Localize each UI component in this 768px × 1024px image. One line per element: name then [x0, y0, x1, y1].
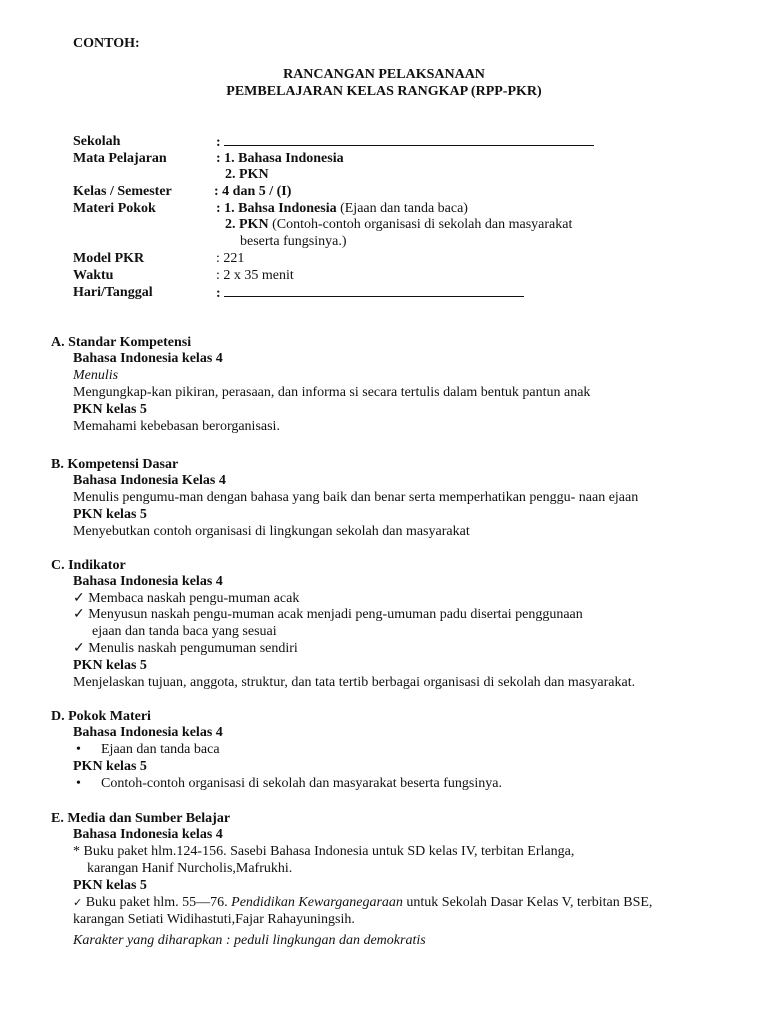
section-c-heading: C. Indikator [51, 558, 126, 573]
materi-item-2: Contoh-contoh organisasi di sekolah dan masyarakat beserta fungsinya. [101, 776, 502, 791]
hari-label: Hari/Tanggal [73, 285, 153, 300]
section-b-text1: Menulis pengumu-man dengan bahasa yang baik dan benar serta memperhatikan penggu- naan ejaan [73, 490, 639, 505]
bullet-icon: • [76, 742, 81, 757]
model-value: : 221 [216, 251, 245, 266]
section-a-italic1: Menulis [73, 368, 119, 383]
sekolah-blank-line [224, 133, 594, 146]
section-d-heading: D. Pokok Materi [51, 709, 151, 724]
waktu-value: : 2 x 35 menit [216, 268, 294, 283]
model-label: Model PKR [73, 251, 145, 266]
section-a-text1: Mengungkap-kan pikiran, perasaan, dan informa si secara tertulis dalam bentuk pantun anak [73, 385, 591, 400]
karakter-text: Karakter yang diharapkan : peduli lingkungan dan demokratis [73, 933, 426, 948]
section-b-heading: B. Kompetensi Dasar [51, 457, 179, 472]
indikator-item-2-cont: ejaan dan tanda baca yang sesuai [92, 624, 277, 639]
bullet-icon: • [76, 776, 81, 791]
section-a-sub2: PKN kelas 5 [73, 402, 147, 417]
materi-2-cont: beserta fungsinya.) [240, 234, 347, 249]
title-line-1: RANCANGAN PELAKSANAAN [283, 67, 485, 82]
mapel-2: 2. PKN [225, 167, 269, 182]
kelas-value: : 4 dan 5 / (I) [214, 184, 292, 199]
section-c-sub1: Bahasa Indonesia kelas 4 [73, 574, 223, 589]
materi-1: : 1. Bahsa Indonesia (Ejaan dan tanda baca) [216, 201, 468, 216]
hari-blank-line [224, 284, 524, 297]
section-a-heading: A. Standar Kompetensi [51, 335, 192, 350]
materi-item-1: Ejaan dan tanda baca [101, 742, 220, 757]
section-d-sub1: Bahasa Indonesia kelas 4 [73, 725, 223, 740]
section-c-text2: Menjelaskan tujuan, anggota, struktur, dan tata tertib berbagai organisasi di sekolah dan masyarakat. [73, 675, 636, 690]
kelas-label: Kelas / Semester [73, 184, 172, 199]
section-a-sub1: Bahasa Indonesia kelas 4 [73, 351, 223, 366]
sumber-bi-text: * Buku paket hlm.124-156. Sasebi Bahasa Indonesia untuk SD kelas IV, terbitan Erlanga, [73, 844, 575, 859]
sekolah-field: : [216, 133, 594, 151]
check-icon: ✓ [73, 607, 85, 622]
materi-2: 2. PKN (Contoh-contoh organisasi di sekolah dan masyarakat [225, 217, 573, 232]
sekolah-label: Sekolah [73, 134, 121, 149]
indikator-item-2: ✓ Menyusun naskah pengu-muman acak menjadi peng-umuman padu disertai penggunaan [73, 607, 583, 622]
hari-field: : [216, 284, 524, 302]
sumber-pkn-text-cont: karangan Setiati Widihastuti,Fajar Rahayuningsih. [73, 912, 355, 927]
sumber-pkn-text: ✓ Buku paket hlm. 55—76. Pendidikan Kewarganegaraan untuk Sekolah Dasar Kelas V, terbitan BSE, [73, 895, 653, 910]
sumber-bi-text-cont: karangan Hanif Nurcholis,Mafrukhi. [87, 861, 293, 876]
section-a-text2: Memahami kebebasan berorganisasi. [73, 419, 280, 434]
section-e-sub1: Bahasa Indonesia kelas 4 [73, 827, 223, 842]
section-b-sub2: PKN kelas 5 [73, 507, 147, 522]
indikator-item-1: ✓ Membaca naskah pengu-muman acak [73, 591, 300, 606]
section-c-sub2: PKN kelas 5 [73, 658, 147, 673]
title-line-2: PEMBELAJARAN KELAS RANGKAP (RPP-PKR) [226, 84, 542, 99]
section-e-sub2: PKN kelas 5 [73, 878, 147, 893]
mapel-label: Mata Pelajaran [73, 151, 167, 166]
indikator-item-3: ✓ Menulis naskah pengumuman sendiri [73, 641, 298, 656]
section-b-sub1: Bahasa Indonesia Kelas 4 [73, 473, 226, 488]
check-icon: ✓ [73, 897, 83, 909]
example-label: CONTOH: [73, 36, 140, 51]
check-icon: ✓ [73, 641, 85, 656]
section-e-heading: E. Media dan Sumber Belajar [51, 811, 231, 826]
section-b-text2: Menyebutkan contoh organisasi di lingkungan sekolah dan masyarakat [73, 524, 470, 539]
materi-label: Materi Pokok [73, 201, 156, 216]
check-icon: ✓ [73, 591, 85, 606]
section-d-sub2: PKN kelas 5 [73, 759, 147, 774]
waktu-label: Waktu [73, 268, 114, 283]
mapel-1: : 1. Bahasa Indonesia [216, 151, 344, 166]
